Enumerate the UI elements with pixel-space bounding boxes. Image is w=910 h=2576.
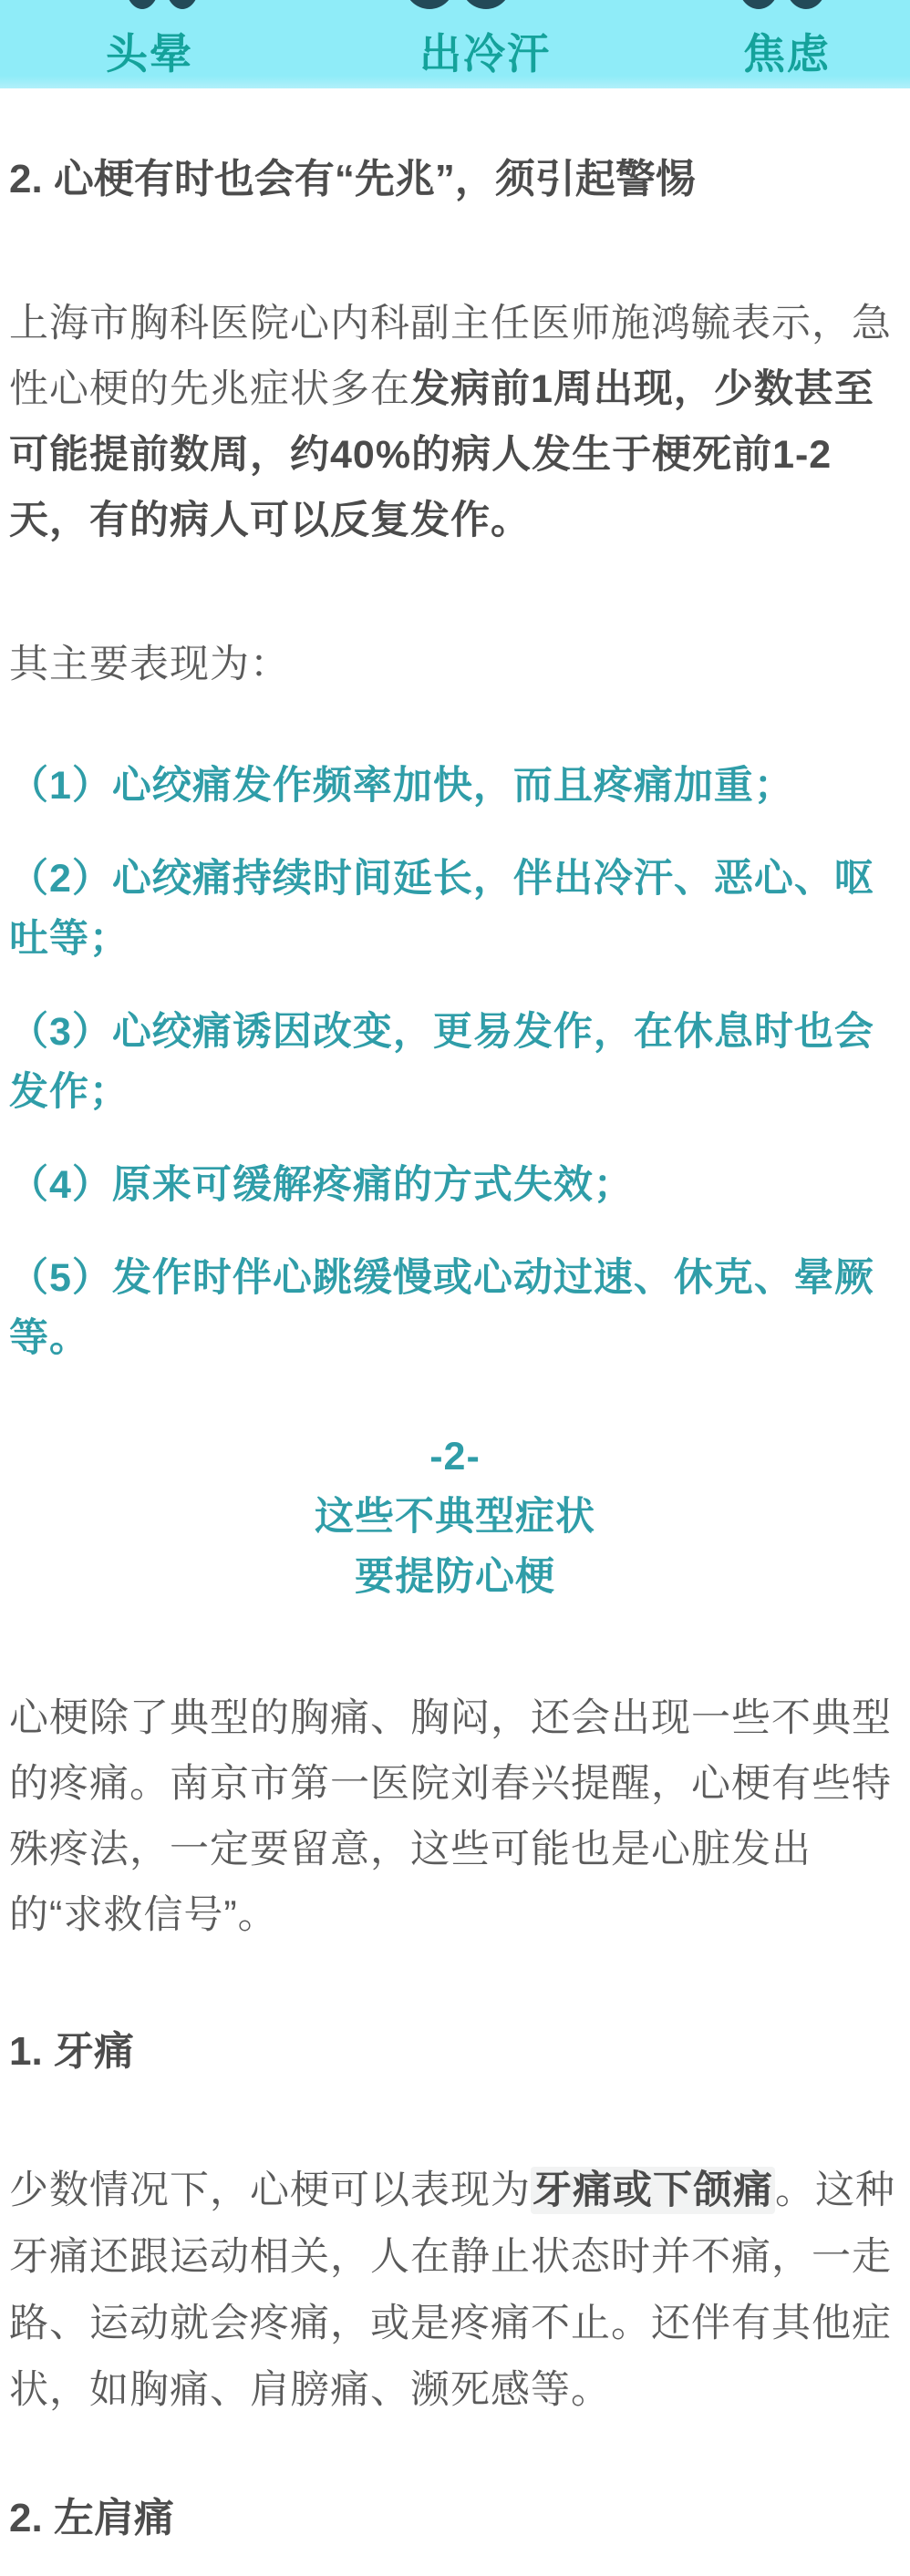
banner-label-cold-sweat: 出冷汗 bbox=[419, 30, 551, 77]
banner-label-dizziness: 头晕 bbox=[106, 30, 193, 77]
toothache-heading: 1. 牙痛 bbox=[9, 2029, 134, 2074]
cold-sweat-icon-lobe bbox=[460, 0, 512, 9]
warning-sign-item-5: （5）发作时伴心跳缓慢或心动过速、休克、晕厥等。 bbox=[9, 1256, 874, 1360]
cold-sweat-icon bbox=[404, 0, 512, 9]
toothache-paragraph bbox=[9, 2158, 901, 2424]
section1-intro-bold-text: 发病前1周出现，少数甚至可能提前数周，约40%的病人发生于梗死前1-2天，有的病人可以反复发作。 bbox=[9, 367, 874, 542]
section1-lead-paragraph: 其主要表现为： bbox=[9, 643, 290, 686]
toothache-text-after: 。这种牙痛还跟运动相关，人在静止状态时并不痛，一走路、运动就会疼痛，或是疼痛不止。还伴有其他症状，如胸痛、肩膀痛、濒死感等。 bbox=[9, 2169, 895, 2412]
cold-sweat-icon-lobe bbox=[404, 0, 455, 9]
toothache-text-before: 少数情况下，心梗可以表现为 bbox=[9, 2169, 531, 2212]
warning-sign-item-3: （3）心绞痛诱因改变，更易发作，在休息时也会发作； bbox=[9, 1010, 874, 1114]
warning-sign-item-4: （4）原来可缓解疼痛的方式失效； bbox=[9, 1163, 634, 1207]
dizziness-icon-lobe bbox=[165, 0, 200, 9]
section1-intro-regular-text: 上海市胸科医院心内科副主任医师施鸿毓表示，急性心梗的先兆症状多在 bbox=[9, 302, 892, 411]
section2-divider: -2- bbox=[429, 1435, 481, 1479]
section2-title-block bbox=[9, 1427, 901, 1607]
symptoms-banner bbox=[0, 0, 910, 88]
anxiety-icon-lobe bbox=[738, 0, 780, 9]
article-body bbox=[0, 154, 910, 2544]
warning-sign-item-1: （1）心绞痛发作频率加快，而且疼痛加重； bbox=[9, 764, 794, 808]
left-shoulder-heading: 2. 左肩痛 bbox=[9, 2496, 174, 2540]
banner-label-anxiety: 焦虑 bbox=[743, 30, 831, 77]
section2-title-line1: 这些不典型症状 bbox=[315, 1495, 595, 1539]
toothache-highlight: 牙痛或下颌痛 bbox=[533, 2169, 773, 2212]
section2-intro-paragraph: 心梗除了典型的胸痛、胸闷，还会出现一些不典型的疼痛。南京市第一医院刘春兴提醒，心梗有些特殊疼法，一定要留意，这些可能也是心脏发出的“求救信号”。 bbox=[9, 1696, 892, 1937]
dizziness-icon bbox=[125, 0, 200, 9]
dizziness-icon-lobe bbox=[125, 0, 160, 9]
section1-intro-paragraph bbox=[9, 291, 901, 553]
warning-sign-item-2: （2）心绞痛持续时间延长，伴出冷汗、恶心、呕吐等； bbox=[9, 857, 874, 961]
warning-signs-list bbox=[9, 756, 901, 1368]
anxiety-icon bbox=[738, 0, 827, 9]
anxiety-icon-lobe bbox=[785, 0, 827, 9]
section2-title-line2: 要提防心梗 bbox=[355, 1555, 555, 1599]
section1-heading: 2. 心梗有时也会有“先兆”，须引起警惕 bbox=[9, 157, 696, 201]
